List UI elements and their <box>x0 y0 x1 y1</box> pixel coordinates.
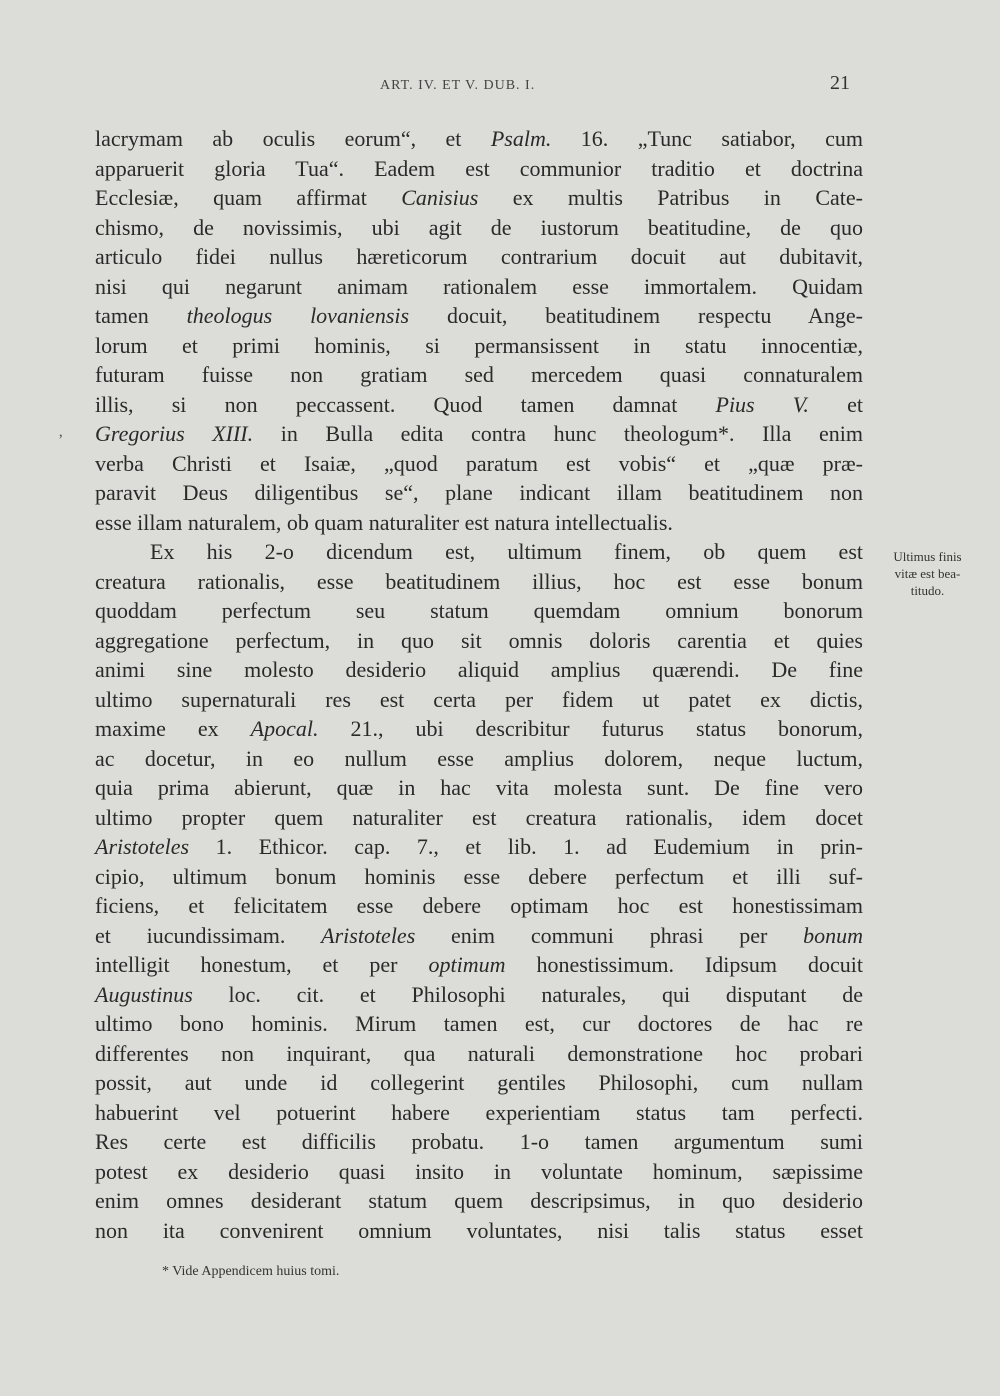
footnote: * Vide Appendicem huius tomi. <box>162 1264 340 1279</box>
text-run: Ex his 2-o dicendum est, ultimum finem, ob quem est <box>150 539 863 564</box>
margin-note-line: Ultimus finis <box>893 549 962 564</box>
text-line <box>95 183 863 213</box>
text-line <box>95 714 863 744</box>
text-line <box>95 242 863 272</box>
text-run: ultimo supernaturali res est certa per fidem ut patet ex dictis, <box>95 686 863 712</box>
text-line <box>95 1068 863 1098</box>
text-line <box>95 832 863 862</box>
text-line <box>95 1157 863 1187</box>
text-run: lorum et primi hominis, si permansissent in statu innocentiæ, <box>95 332 863 358</box>
text-line <box>95 508 863 538</box>
text-run: potest ex desiderio quasi insito in voluntate hominum, sæpissime <box>95 1158 863 1184</box>
text-line <box>95 360 863 390</box>
text-run: creatura rationalis, esse beatitudinem illius, hoc est esse bonum <box>95 568 863 594</box>
text-run: esse illam naturalem, ob quam naturaliter est natura intellectualis. <box>95 509 673 535</box>
text-run: chismo, de novissimis, ubi agit de iustorum beatitudine, de quo <box>95 214 863 240</box>
text-run: differentes non inquirant, qua naturali demonstratione hoc probari <box>95 1040 863 1066</box>
text-run: cipio, ultimum bonum hominis esse debere perfectum et illi suf- <box>95 863 863 889</box>
page-number: 21 <box>830 72 850 94</box>
text-run: enim communi phrasi per <box>415 922 804 948</box>
text-run: illis, si non peccassent. Quod tamen damnat <box>95 391 716 417</box>
text-line <box>95 773 863 803</box>
text-run: Res certe est difficilis probatu. 1-o tamen argumentum sumi <box>95 1129 863 1154</box>
text-run: docuit, beatitudinem respectu Ange- <box>409 303 863 328</box>
text-run: habuerint vel potuerint habere experientiam status tam perfecti. <box>95 1099 863 1125</box>
text-run: tamen <box>95 303 187 328</box>
text-run: intelligit honestum, et per <box>95 952 429 977</box>
text-line <box>95 921 863 951</box>
text-line <box>95 803 863 833</box>
text-run: possit, aut unde id collegerint gentiles Philosophi, cum nullam <box>95 1070 863 1095</box>
text-line <box>95 744 863 774</box>
text-line <box>95 537 863 567</box>
text-run: quoddam perfectum seu statum quemdam omnium bonorum <box>95 598 863 623</box>
text-run: honestissimum. Idipsum docuit <box>505 952 863 977</box>
text-line <box>95 1127 863 1157</box>
text-line <box>95 567 863 597</box>
text-run: in Bulla edita contra hunc theologum*. Illa enim <box>253 421 863 446</box>
text-run: et <box>808 391 863 417</box>
text-line <box>95 154 863 184</box>
text-line <box>95 950 863 980</box>
stray-mark: ’ <box>58 432 64 449</box>
text-line <box>95 449 863 479</box>
margin-note <box>870 548 985 599</box>
text-line <box>95 862 863 892</box>
text-line <box>95 1098 863 1128</box>
italic-run: Pius V. <box>715 391 809 417</box>
text-run: articulo fidei nullus hæreticorum contrarium docuit aut dubitavit, <box>95 244 863 269</box>
text-run: verba Christi et Isaiæ, „quod paratum est vobis“ et „quæ præ- <box>95 450 863 476</box>
text-run: maxime ex <box>95 716 251 741</box>
text-run: Ecclesiæ, quam affirmat <box>95 185 402 210</box>
text-run: non ita convenirent omnium voluntates, nisi talis status esset <box>95 1217 863 1243</box>
text-line <box>95 626 863 656</box>
text-line <box>95 390 863 420</box>
text-run: futuram fuisse non gratiam sed mercedem quasi connaturalem <box>95 362 863 387</box>
italic-run: theologus lovaniensis <box>186 303 410 328</box>
text-run: 21., ubi describitur futurus status bonorum, <box>318 716 863 741</box>
text-run: aggregatione perfectum, in quo sit omnis doloris carentia et quies <box>95 627 863 653</box>
text-line <box>95 124 863 154</box>
text-line <box>95 478 863 508</box>
text-line <box>95 1039 863 1069</box>
margin-note-line: titudo. <box>910 583 945 598</box>
italic-run: Apocal. <box>250 716 319 741</box>
text-run: ac docetur, in eo nullum esse amplius dolorem, neque luctum, <box>95 745 863 771</box>
margin-note-line: vitæ est bea- <box>894 566 961 581</box>
text-run: et iucundissimam. <box>95 922 322 948</box>
text-line <box>95 213 863 243</box>
text-run: ultimo bono hominis. Mirum tamen est, cur doctores de hac re <box>95 1011 863 1036</box>
text-line <box>95 272 863 302</box>
text-run: lacrymam ab oculis eorum“, et <box>95 126 491 151</box>
italic-run: Augustinus <box>95 981 193 1007</box>
italic-run: Canisius <box>401 185 479 210</box>
italic-run: optimum <box>428 952 506 977</box>
text-line <box>95 685 863 715</box>
text-run: ultimo propter quem naturaliter est creatura rationalis, idem docet <box>95 804 863 830</box>
text-line <box>95 301 863 331</box>
running-head: ART. IV. ET V. DUB. I. <box>380 78 536 93</box>
italic-run: Gregorius XIII. <box>95 421 254 446</box>
text-line <box>95 331 863 361</box>
text-line <box>95 596 863 626</box>
text-run: paravit Deus diligentibus se“, plane indicant illam beatitudinem non <box>95 480 863 505</box>
text-run: ex multis Patribus in Cate- <box>478 185 863 210</box>
text-run: nisi qui negarunt animam rationalem esse immortalem. Quidam <box>95 273 863 299</box>
italic-run: Aristoteles <box>95 834 190 859</box>
text-line <box>95 419 863 449</box>
text-line <box>95 891 863 921</box>
text-line <box>95 655 863 685</box>
text-run: enim omnes desiderant statum quem descripsimus, in quo desiderio <box>95 1188 863 1213</box>
body-text <box>95 124 863 1245</box>
text-run: animi sine molesto desiderio aliquid amplius quærendi. De fine <box>95 657 863 682</box>
text-run: quia prima abierunt, quæ in hac vita molesta sunt. De fine vero <box>95 775 863 800</box>
text-line <box>95 1186 863 1216</box>
text-run: 1. Ethicor. cap. 7., et lib. 1. ad Eudemium in prin- <box>189 834 863 859</box>
text-line <box>95 980 863 1010</box>
text-run: loc. cit. et Philosophi naturales, qui disputant de <box>192 981 863 1007</box>
text-line <box>95 1216 863 1246</box>
text-line <box>95 1009 863 1039</box>
italic-run: Psalm. <box>490 126 552 151</box>
text-run: ficiens, et felicitatem esse debere optimam hoc est honestissimam <box>95 893 863 918</box>
italic-run: Aristoteles <box>321 922 416 948</box>
text-run: apparuerit gloria Tua“. Eadem est communior traditio et doctrina <box>95 155 863 181</box>
text-run: 16. „Tunc satiabor, cum <box>551 126 863 151</box>
italic-run: bonum <box>803 922 863 948</box>
